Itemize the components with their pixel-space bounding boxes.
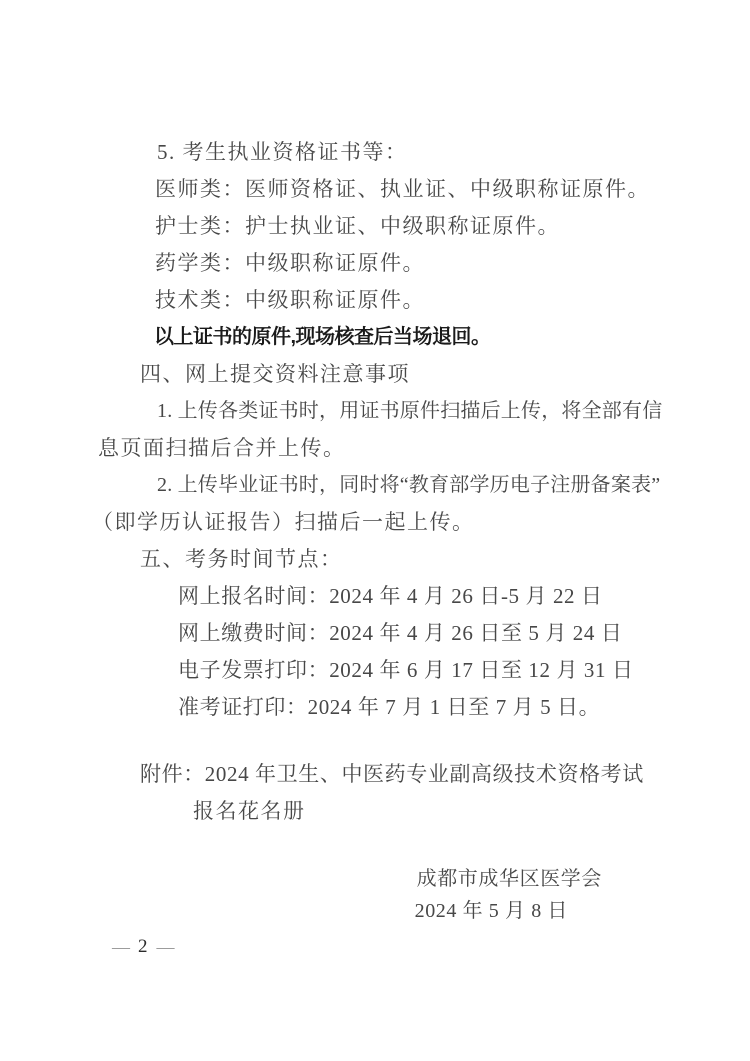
section-4-heading: 四、网上提交资料注意事项 [140, 362, 410, 386]
signature-date: 2024 年 5 月 8 日 [414, 900, 568, 922]
schedule-label: 电子发票打印： [178, 658, 330, 682]
category-line-doctor: 医师类：医师资格证、执业证、中级职称证原件。 [155, 177, 650, 201]
schedule-value: 2024 年 4 月 26 日-5 月 22 日 [329, 584, 603, 608]
schedule-value: 2024 年 4 月 26 日至 5 月 24 日 [329, 621, 623, 645]
section-4-item-2-line-1: 2. 上传毕业证书时，同时将“教育部学历电子注册备案表” [157, 474, 661, 496]
section-5-heading: 五、考务时间节点： [140, 547, 343, 571]
schedule-row-registration [98, 578, 658, 615]
category-line-technician: 技术类：中级职称证原件。 [155, 288, 425, 312]
category-line-nurse: 护士类：护士执业证、中级职称证原件。 [155, 214, 560, 238]
schedule-label: 网上报名时间： [178, 584, 330, 608]
section-4-item-2-line-2: （即学历认证报告）扫描后一起上传。 [92, 510, 475, 534]
footer-page-number: 2 [138, 936, 148, 957]
attachment-line-1: 附件：2024 年卫生、中医药专业副高级技术资格考试 [140, 762, 644, 786]
schedule-row-invoice [98, 652, 658, 689]
schedule-label: 网上缴费时间： [178, 621, 330, 645]
schedule-value: 2024 年 6 月 17 日至 12 月 31 日 [329, 658, 634, 682]
signature-organization: 成都市成华区医学会 [416, 868, 602, 890]
footer-dash-right: — [156, 936, 174, 957]
attachment-line-2: 报名花名册 [193, 799, 306, 823]
document-body [92, 134, 663, 927]
gap-before-signature [98, 830, 658, 863]
schedule-row-payment [98, 615, 658, 652]
schedule-row-admission-ticket [98, 689, 658, 726]
section-4-item-1-line-1: 1. 上传各类证书时，用证书原件扫描后上传，将全部有信 [157, 400, 663, 422]
item-5-heading: 5. 考生执业资格证书等： [157, 140, 408, 164]
page-number-footer [112, 936, 174, 958]
category-line-pharmacy: 药学类：中级职称证原件。 [155, 251, 425, 275]
footer-dash-left: — [112, 936, 129, 957]
section-4-item-1-line-2: 息页面扫描后合并上传。 [98, 436, 346, 460]
schedule-label: 准考证打印： [178, 695, 308, 719]
gap-before-attachment [98, 726, 658, 756]
schedule-value: 2024 年 7 月 1 日至 7 月 5 日。 [307, 695, 601, 719]
bold-return-notice: 以上证书的原件,现场核查后当场退回。 [154, 326, 491, 348]
